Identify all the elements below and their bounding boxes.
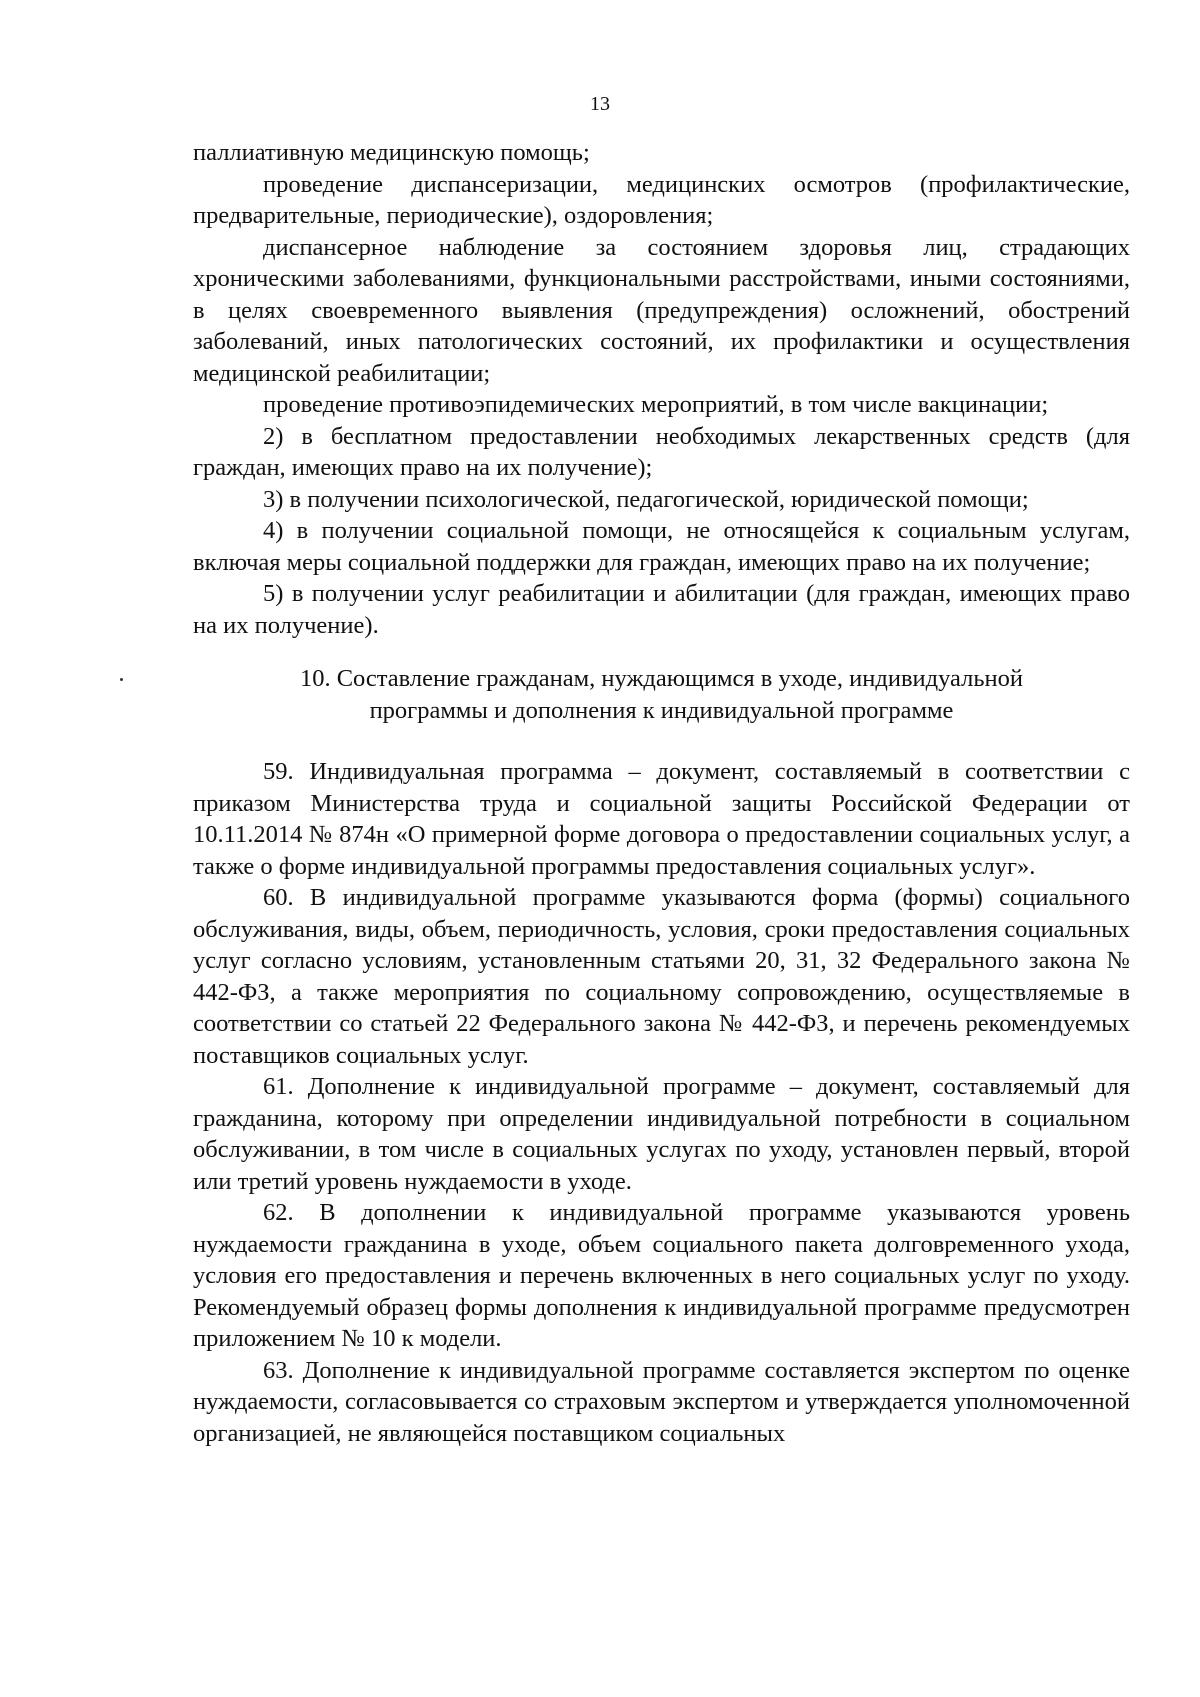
paragraph-59: 59. Индивидуальная программа – документ, составляемый в соответствии с приказом Министерства труда и социальной защиты Российской Федерации от 10.11.2014 № 874н «О примерной форме договора о предоставлении социальных услуг, а также о форме индивидуальной программы предоставления социальных услуг».	[193, 758, 1130, 880]
section-heading-line-1: 10. Составление гражданам, нуждающимся в уходе, индивидуальной	[299, 665, 1024, 692]
page-number: 13	[590, 93, 610, 115]
scan-speck	[120, 678, 123, 681]
paragraph: проведение диспансеризации, медицинских осмотров (профилактические, предварительные, периодические), оздоровления;	[193, 170, 1130, 229]
paragraphs-top	[193, 137, 1130, 641]
paragraph-63: 63. Дополнение к индивидуальной программе составляется экспертом по оценке нуждаемости, согласовывается со страховым экспертом и утверждается уполномоченной организацией, не являющейся поставщиком социальных	[193, 1356, 1130, 1447]
paragraph: 3) в получении психологической, педагогической, юридической помощи;	[263, 485, 1029, 513]
paragraph-60: 60. В индивидуальной программе указываются форма (формы) социального обслуживания, виды, объем, периодичность, условия, сроки предоставления социальных услуг согласно условиям, установленным статьями 20, 31, 32 Федерального закона № 442-ФЗ, а также мероприятия по социальному сопровождению, осуществляемые в соответствии со статьей 22 Федерального закона № 442-ФЗ, и перечень рекомендуемых поставщиков социальных услуг.	[193, 884, 1130, 1069]
paragraph: 5) в получении услуг реабилитации и абилитации (для граждан, имеющих право на их получение).	[193, 580, 1130, 639]
section-heading-line-2: программы и дополнения к индивидуальной программе	[369, 696, 954, 724]
paragraphs-bottom	[193, 756, 1130, 1449]
paragraph: 4) в получении социальной помощи, не относящейся к социальным услугам, включая меры социальной поддержки для граждан, имеющих право на их получение;	[193, 517, 1130, 576]
paragraph: паллиативную медицинскую помощь;	[193, 139, 590, 166]
paragraph: диспансерное наблюдение за состоянием здоровья лиц, страдающих хроническими заболеваниями, функциональными расстройствами, иными состояниями, в целях своевременного выявления (предупреждения) осложнений, обострений заболеваний, иных патологических состояний, их профилактики и осуществления медицинской реабилитации;	[193, 233, 1130, 387]
paragraph: проведение противоэпидемических мероприятий, в том числе вакцинации;	[263, 391, 1049, 418]
paragraph-62: 62. В дополнении к индивидуальной программе указываются уровень нуждаемости гражданина в уходе, объем социального пакета долговременного ухода, условия его предоставления и перечень включенных в него социальных услуг по уходу. Рекомендуемый образец формы дополнения к индивидуальной программе предусмотрен приложением № 10 к модели.	[193, 1199, 1130, 1352]
document-body	[193, 137, 1130, 1449]
section-heading	[193, 641, 1130, 756]
paragraph-61: 61. Дополнение к индивидуальной программе – документ, составляемый для гражданина, которому при определении индивидуальной потребности в социальном обслуживании, в том числе в социальных услугах по уходу, установлен первый, второй или третий уровень нуждаемости в уходе.	[193, 1073, 1130, 1195]
paragraph: 2) в бесплатном предоставлении необходимых лекарственных средств (для граждан, имеющих право на их получение);	[193, 422, 1130, 481]
